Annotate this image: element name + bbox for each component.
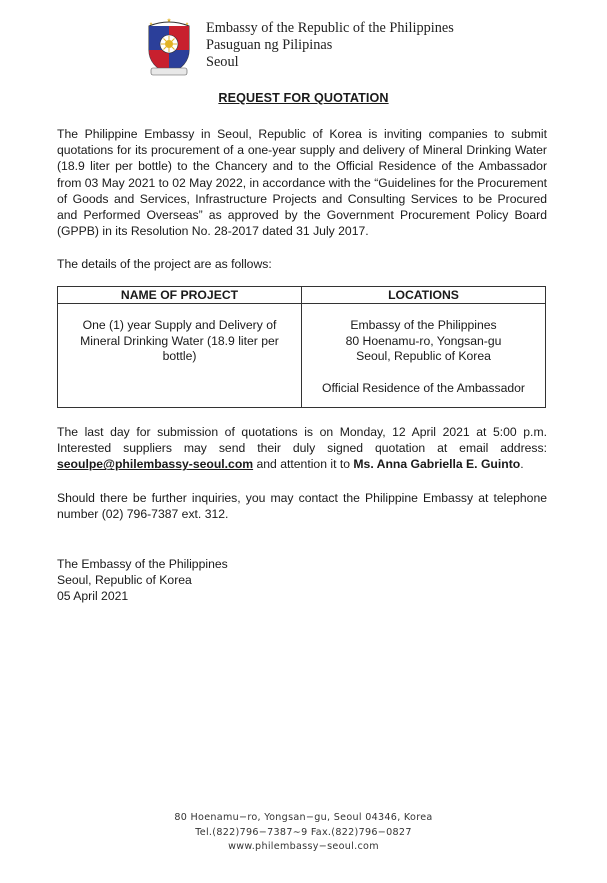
letterhead-embassy-name: Embassy of the Republic of the Philippines [206, 20, 454, 36]
intro-paragraph: The Philippine Embassy in Seoul, Republic of Korea is inviting companies to submit quotations for its procurement of a one-year supply and delivery of Mineral Drinking Water (18.9 liter per bottle) to the Chancery and to the Official Residence of the Ambassador from 03 May 2021 to 02 May 2022, in accordance with the “Guidelines for the Procurement of Goods and Services, Infrastructure Projects and Consulting Services to be Procured and Performed Overseas” as approved by the Government Procurement Policy Board (GPPB) in its Resolution No. 28-2017 dated 31 July 2017. [57, 127, 547, 239]
page-footer [0, 811, 607, 855]
signatory-location: Seoul, Republic of Korea [57, 573, 192, 588]
project-name-header: NAME OF PROJECT [58, 287, 302, 304]
footer-website: www.philembassy−seoul.com [228, 841, 379, 853]
table-row [58, 304, 546, 408]
locations-cell [302, 304, 546, 408]
footer-address: 80 Hoenamu−ro, Yongsan−gu, Seoul 04346, Korea [174, 812, 433, 823]
signature-block [57, 556, 228, 605]
submission-deadline-paragraph: The last day for submission of quotations is on Monday, 12 April 2021 at 5:00 p.m. Interested suppliers may send their duly signed quotation at email address: seoulpe@philembassy-seoul.com and attention it to Ms. Anna Gabriella E. Guinto. [57, 425, 547, 472]
attention-text: and attention it to [253, 457, 354, 472]
location-official-residence: Official Residence of the Ambassador [321, 380, 525, 395]
table-header-row [58, 287, 546, 304]
deadline-text: The last day for submission of quotations is on Monday, 12 April 2021 at 5:00 p.m. Interested suppliers may send their duly signed quotation at email address: [57, 425, 547, 456]
inquiries-paragraph: Should there be further inquiries, you may contact the Philippine Embassy at telephone number (02) 796-7387 ext. 312. [57, 491, 547, 522]
location-city: Seoul, Republic of Korea [356, 349, 491, 363]
letterhead-filipino-name: Pasuguan ng Pilipinas [206, 37, 333, 53]
philippine-coat-of-arms-seal-icon [141, 14, 197, 78]
embassy-letterhead [206, 20, 454, 71]
footer-phone-fax: Tel.(822)796−7387∼9 Fax.(822)796−0827 [195, 826, 412, 838]
document-date: 05 April 2021 [57, 589, 129, 604]
location-street-address: 80 Hoenamu-ro, Yongsan-gu [345, 333, 502, 348]
letterhead-city: Seoul [206, 54, 239, 70]
document-title: REQUEST FOR QUOTATION [218, 91, 389, 105]
project-details-table [57, 286, 546, 408]
signatory-name: The Embassy of the Philippines [57, 557, 228, 571]
location-embassy-name: Embassy of the Philippines [350, 318, 497, 332]
email-link[interactable]: seoulpe@philembassy-seoul.com [57, 457, 254, 472]
contact-person-name: Ms. Anna Gabriella E. Guinto [353, 457, 521, 472]
project-name-cell: One (1) year Supply and Delivery of Mineral Drinking Water (18.9 liter per bottle) [58, 304, 302, 408]
locations-header: LOCATIONS [302, 287, 546, 304]
project-details-intro: The details of the project are as follows: [57, 257, 272, 271]
